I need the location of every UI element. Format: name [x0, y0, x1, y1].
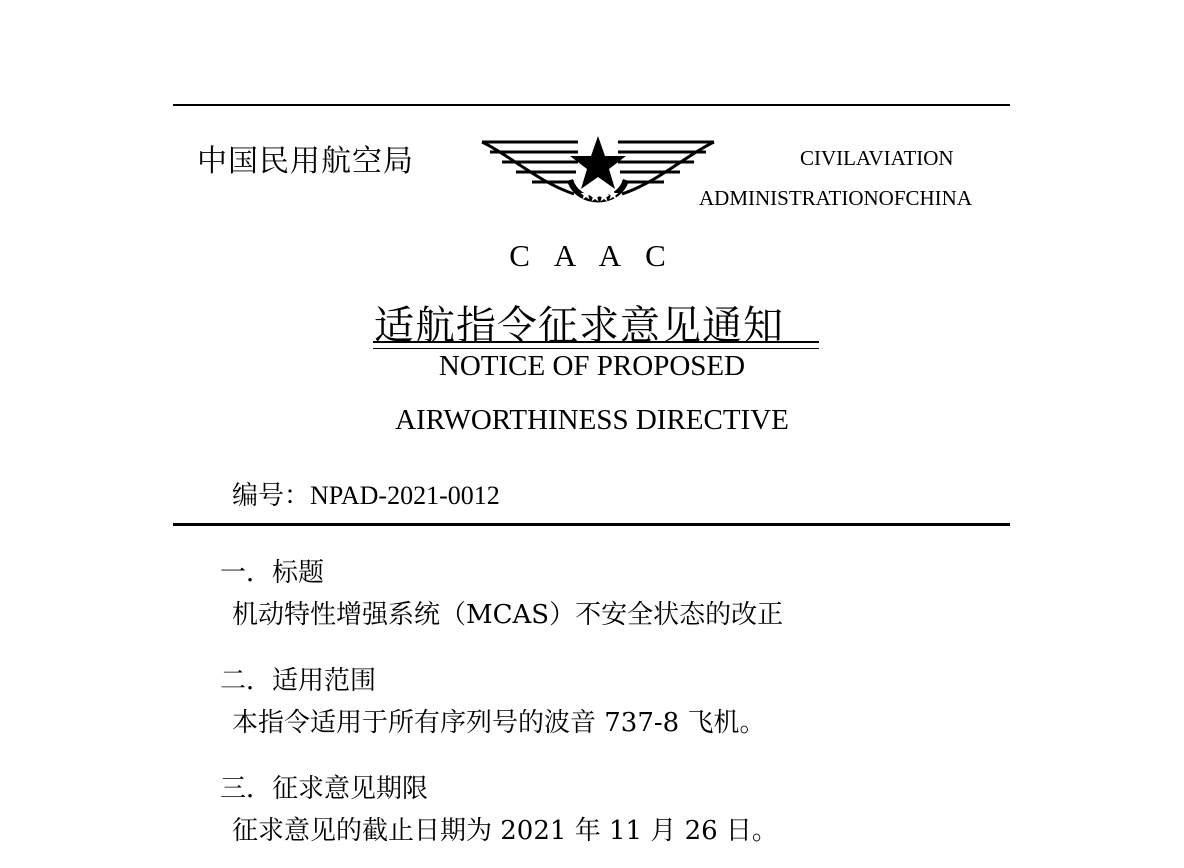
section-heading-comment-period: 三．征求意见期限 — [220, 774, 429, 804]
section-body-title: 机动特性增强系统（MCAS）不安全状态的改正 — [232, 600, 784, 630]
document-number — [232, 475, 500, 512]
caac-emblem-icon — [478, 134, 718, 208]
header-bottom-rule — [173, 523, 1010, 526]
section-body-applicability: 本指令适用于所有序列号的波音 737-8 飞机。 — [232, 708, 766, 738]
section-heading-applicability: 二．适用范围 — [220, 666, 377, 696]
document-title-chinese: 适航指令征求意见通知 — [374, 303, 784, 349]
org-name-english-line1: CIVILAVIATION — [800, 146, 954, 170]
document-number-value: NPAD-2021-0012 — [310, 481, 500, 510]
document-title-english-line2: AIRWORTHINESS DIRECTIVE — [395, 404, 789, 436]
document-title-english-line1: NOTICE OF PROPOSED — [438, 350, 746, 382]
title-double-underline — [373, 341, 819, 349]
header-top-rule — [173, 104, 1010, 106]
section-heading-title: 一．标题 — [220, 558, 325, 588]
section-body-comment-period: 征求意见的截止日期为 2021 年 11 月 26 日。 — [232, 816, 778, 846]
caac-acronym: C A A C — [509, 238, 675, 273]
document-number-label: 编号： — [232, 481, 311, 511]
org-name-chinese: 中国民用航空局 — [197, 144, 414, 179]
org-name-english-line2: ADMINISTRATIONOFCHINA — [699, 186, 972, 210]
